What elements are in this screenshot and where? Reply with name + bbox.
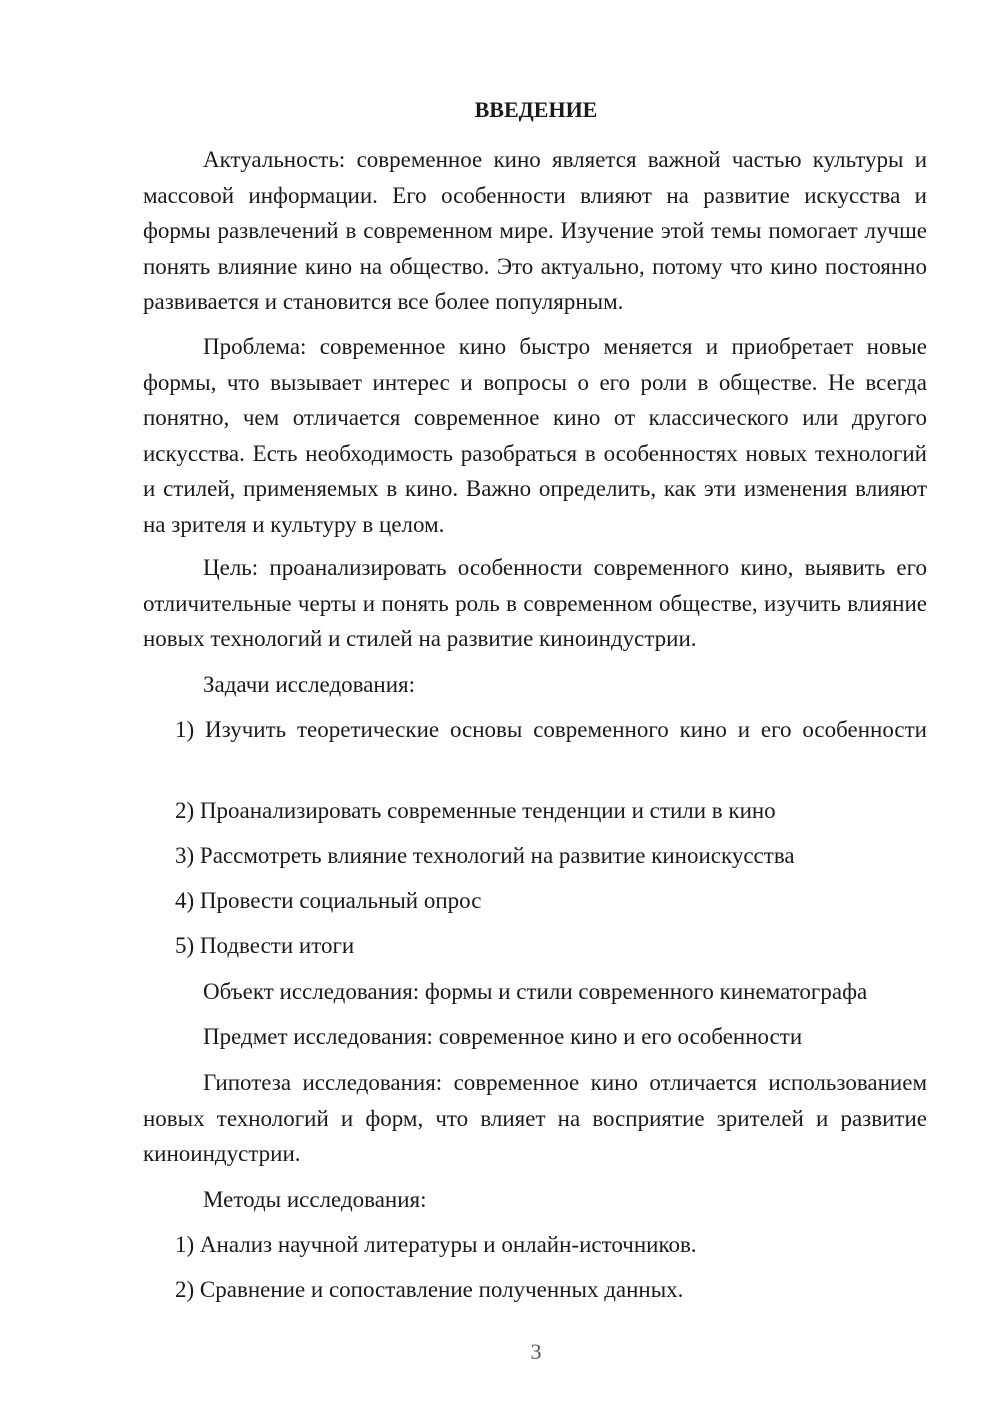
tasks-heading: Задачи исследования: (203, 672, 416, 697)
hypothesis-paragraph: Гипотеза исследования: современное кино отличается использованием новых технологий и форм, что влияет на восприятие зрителей и развитие киноиндустрии. (143, 1070, 927, 1166)
method-item-1: 1) Анализ научной литературы и онлайн-источников. (175, 1232, 697, 1257)
relevance-paragraph: Актуальность: современное кино является важной частью культуры и массовой информации. Его особенности влияют на развитие искусства и формы развлечений в современном мире. Изучение этой темы помогает лучше понять влияние кино на общество. Это актуально, потому что кино постоянно развивается и становится все более популярным. (143, 147, 927, 314)
goal-paragraph: Цель: проанализировать особенности современного кино, выявить его отличительные черты и понять роль в современном обществе, изучить влияние новых технологий и стилей на развитие киноиндустрии. (143, 555, 927, 651)
object-paragraph: Объект исследования: формы и стили современного кинематографа (203, 979, 868, 1004)
page-number: 3 (530, 1339, 542, 1364)
problem-paragraph: Проблема: современное кино быстро меняется и приобретает новые формы, что вызывает интерес и вопросы о его роли в обществе. Не всегда понятно, чем отличается современное кино от классического или другого искусства. Есть необходимость разобраться в особенностях новых технологий и стилей, применяемых в кино. Важно определить, как эти изменения влияют на зрителя и культуру в целом. (143, 334, 927, 537)
task-item-3: 3) Рассмотреть влияние технологий на развитие киноискусства (175, 843, 795, 868)
page-title: ВВЕДЕНИЕ (474, 97, 598, 122)
method-item-2: 2) Сравнение и сопоставление полученных данных. (175, 1277, 684, 1302)
task-item-2: 2) Проанализировать современные тенденции и стили в кино (175, 798, 776, 823)
task-item-1: 1) Изучить теоретические основы современного кино и его особенности (175, 717, 927, 742)
subject-paragraph: Предмет исследования: современное кино и его особенности (203, 1024, 803, 1049)
task-item-4: 4) Провести социальный опрос (175, 888, 482, 913)
methods-heading: Методы исследования: (203, 1187, 427, 1212)
task-item-5: 5) Подвести итоги (175, 933, 355, 958)
